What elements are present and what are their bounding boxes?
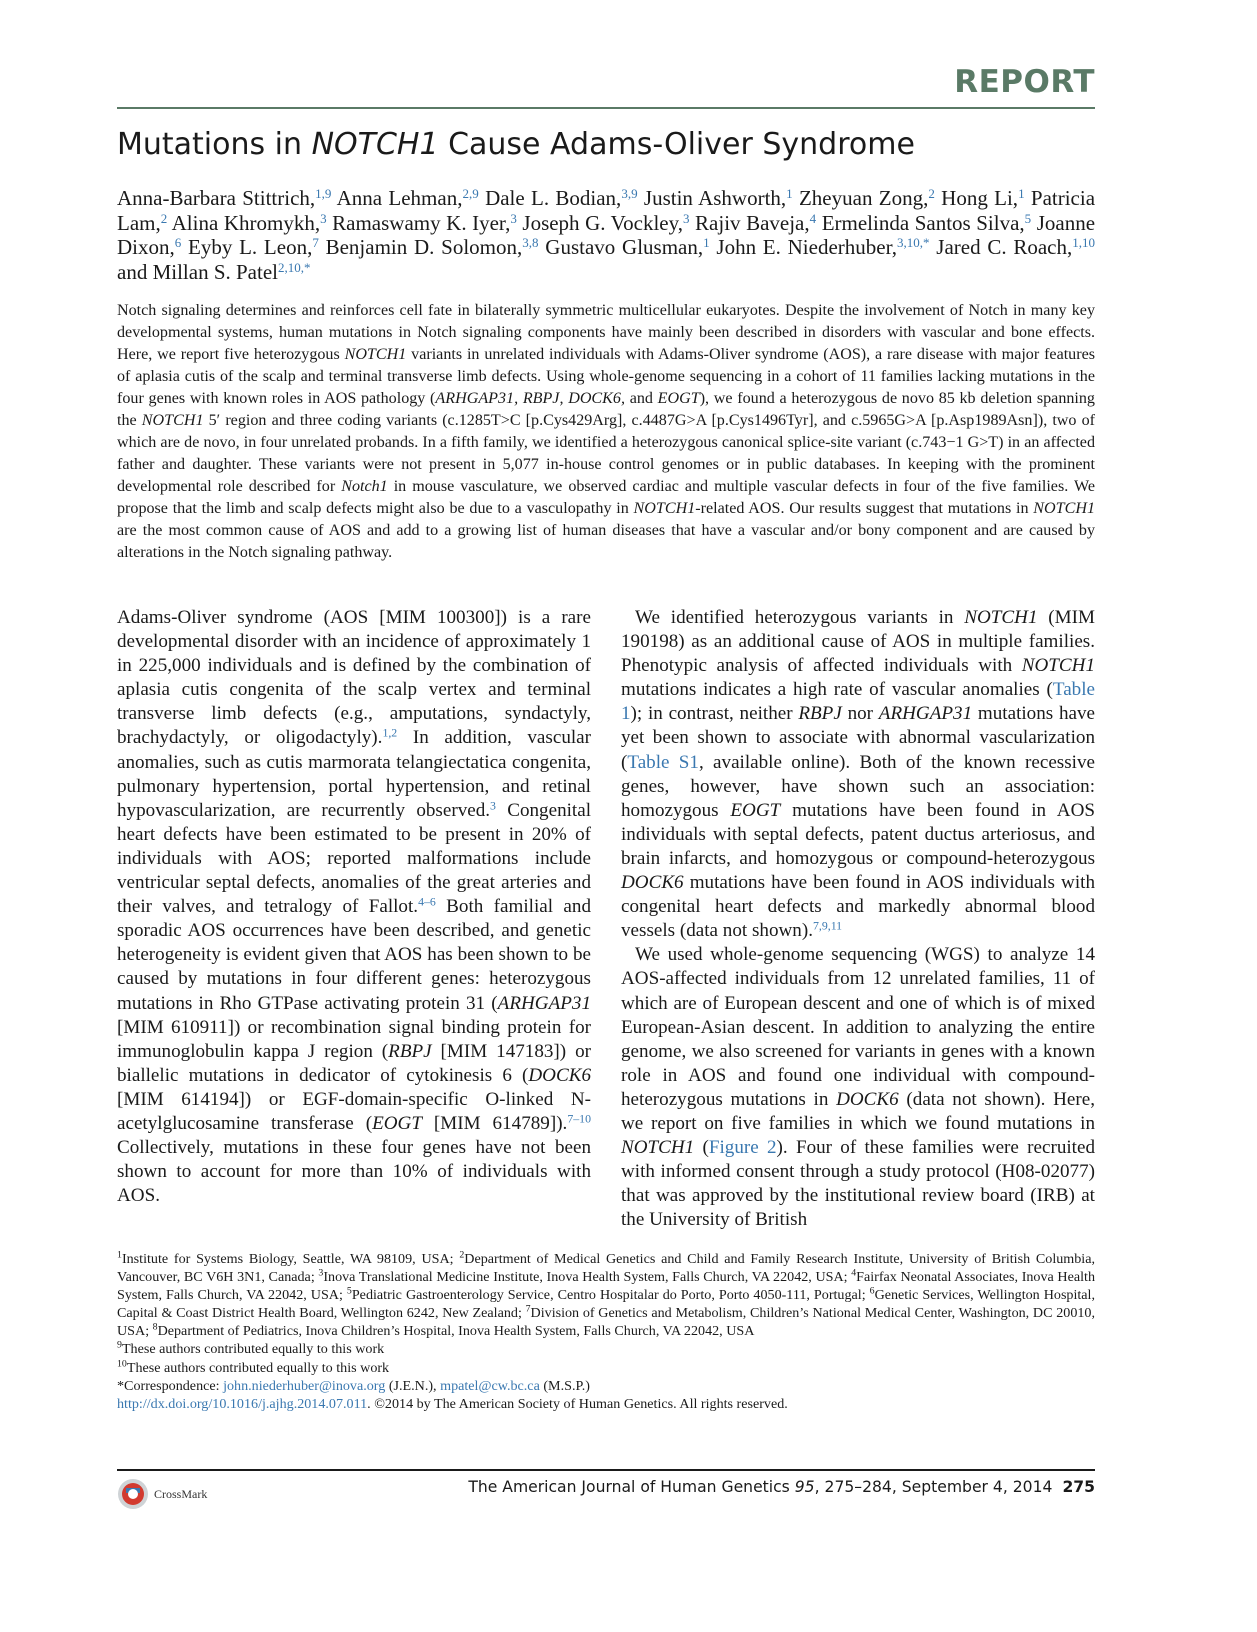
body-text: mutations have been found in AOS individuals with congenital heart defects and markedly abnormal blood vessels (data not shown). — [621, 872, 1095, 942]
author-name: Alina Khromykh, — [171, 210, 321, 235]
affiliation-text: Fairfax Neonatal Associates, Inova Health System, Falls Church, VA 22042, USA; — [117, 1269, 1095, 1304]
equal-contribution-note — [117, 1340, 1095, 1358]
abstract-text: Notch signaling determines and reinforces cell fate in bilaterally symmetric multicellular eukaryotes. Despite the involvement of Notch in many key developmental systems, human mutations in Notch signaling components have mainly been described in disorders with vascular and bone effects. Here, we report five heterozygous — [117, 302, 1095, 363]
body-paragraph — [621, 606, 1095, 943]
author-affiliation[interactable]: 5 — [1024, 210, 1032, 226]
author-affiliation[interactable]: 4 — [809, 210, 817, 226]
body-text: Collectively, mutations in these four genes have not been shown to account for more than 10% of individuals with AOS. — [117, 1137, 591, 1207]
body-text: Adams-Oliver syndrome (AOS [MIM 100300]) is a rare developmental disorder with an incidence of approximately 1 in 225,000 individuals and is defined by the combination of aplasia cutis congenita of the scalp vertex and terminal transverse limb defects (e.g., amputations, syndactyly, brachydactyly, or oligodactyly). — [117, 607, 591, 749]
report-label: REPORT — [954, 64, 1095, 100]
body-text: Both familial and sporadic AOS occurrences have been described, and genetic heterogeneity is evident given that AOS has been shown to be caused by mutations in four different genes: heterozygous mutations in Rho GTPase activating protein 31 ( — [117, 896, 592, 1014]
reference-link[interactable]: 3 — [490, 798, 496, 813]
author-initials: (J.E.N.), — [385, 1377, 441, 1394]
body-text: mutations have been found in AOS individuals with septal defects, patent ductus arteriosus, and brain infarcts, and homozygous or compound-heterozygous — [621, 799, 1095, 869]
body-text: [MIM 147183]) or biallelic mutations in dedicator of cytokinesis 6 ( — [117, 1040, 591, 1086]
affiliation-text: Genetic Services, Wellington Hospital, Capital & Coast District Health Board, Wellington 6242, New Zealand; — [117, 1287, 1095, 1322]
author-affiliation[interactable]: 3 — [682, 210, 690, 226]
affiliation-text: Department of Medical Genetics and Child and Family Research Institute, University of British Columbia, Vancouver, BC V6H 3N1, Canada; — [117, 1251, 1095, 1286]
author-affiliation[interactable]: 3 — [510, 210, 517, 226]
journal-volume: 95 — [794, 1478, 815, 1496]
author-affiliation[interactable]: 1,10 — [1072, 235, 1096, 251]
reference-link[interactable]: 7,9,11 — [812, 918, 843, 933]
title-post: Cause Adams-Oliver Syndrome — [438, 127, 915, 162]
author-affiliation[interactable]: 2,10,* — [278, 259, 311, 275]
body-paragraph — [621, 943, 1095, 1232]
gene-name: NOTCH1 — [621, 1137, 695, 1159]
abstract-gene: NOTCH1 — [344, 346, 407, 363]
copyright-text: . ©2014 by The American Society of Human Genetics. All rights reserved. — [367, 1395, 788, 1412]
author-affiliation[interactable]: 6 — [174, 235, 182, 251]
author-affiliation[interactable]: 1 — [1018, 185, 1025, 201]
abstract-gene: EOGT — [657, 390, 700, 407]
figure-link[interactable]: Figure 2 — [708, 1137, 777, 1159]
gene-name: EOGT — [730, 799, 781, 821]
footnotes — [117, 1250, 1095, 1413]
abstract-text: variants in unrelated individuals with Adams-Oliver syndrome (AOS), a rare disease with major features of aplasia cutis of the scalp and terminal transverse limb defects. Using whole-genome sequencing in a cohort of 11 families lacking mutations in the four genes with known roles in AOS pathology ( — [117, 346, 1095, 407]
abstract-text: in mouse vasculature, we observed cardiac and multiple vascular defects in four of the five families. We propose that the limb and scalp defects might also be due to a vasculopathy in — [117, 478, 1095, 517]
abstract-text: are the most common cause of AOS and add to a growing list of human diseases that have a vascular and/or bony component and are caused by alterations in the Notch signaling pathway. — [117, 522, 1095, 561]
author-affiliation[interactable]: 7 — [312, 235, 319, 251]
gene-name: EOGT — [372, 1112, 422, 1134]
body-text: In addition, vascular anomalies, such as cutis marmorata telangiectatica congenita, pulmonary hypertension, portal hypertension, and retinal hypovascularization, are recurrently observed. — [117, 727, 591, 821]
footnote-text: These authors contributed equally to this work — [126, 1359, 390, 1376]
body-paragraph — [117, 606, 591, 1208]
author-list — [117, 186, 1095, 284]
reference-link[interactable]: 7–10 — [567, 1111, 591, 1126]
author-affiliation[interactable]: 1,9 — [315, 185, 332, 201]
author-name: Hong Li, — [941, 186, 1019, 210]
footnote-text: These authors contributed equally to this work — [121, 1341, 385, 1358]
body-text: ); in contrast, neither — [630, 703, 799, 725]
body-text: mutations indicates a high rate of vascular anomalies ( — [621, 679, 1053, 701]
author-affiliation[interactable]: 3,10,* — [897, 235, 930, 251]
author-name: and Millan S. Patel — [117, 259, 278, 284]
affiliation-text: Department of Pediatrics, Inova Children’s Hospital, Inova Health System, Falls Church, VA 22042, USA — [157, 1323, 755, 1340]
author-affiliation[interactable]: 1 — [703, 235, 710, 251]
abstract-text: and — [624, 390, 658, 407]
doi-line — [117, 1395, 1095, 1413]
author-name: Zheyuan Zong, — [798, 186, 929, 210]
crossmark-label: CrossMark — [154, 1486, 208, 1501]
doi-link[interactable]: http://dx.doi.org/10.1016/j.ajhg.2014.07.011 — [117, 1395, 368, 1412]
author-name: Justin Ashworth, — [643, 186, 787, 210]
table-link[interactable]: Table 1 — [621, 679, 1095, 725]
body-text: , available online). Both of the known recessive genes, however, have shown such an association: homozygous — [621, 751, 1095, 821]
body-text: We identified heterozygous variants in — [635, 607, 965, 628]
affiliation-text: Inova Translational Medicine Institute, Inova Health System, Falls Church, VA 22042, USA; — [323, 1269, 852, 1286]
author-affiliation[interactable]: 2 — [928, 185, 935, 201]
author-affiliation[interactable]: 2 — [160, 210, 168, 226]
body-text: nor — [841, 703, 879, 725]
author-affiliation[interactable]: 3 — [320, 210, 327, 226]
author-name: Anna Lehman, — [336, 186, 463, 210]
author-name: Eyby L. Leon, — [188, 235, 313, 260]
author-name: Joseph G. Vockley, — [522, 210, 683, 235]
journal-name: The American Journal of Human Genetics — [468, 1478, 795, 1496]
author-name: Rajiv Baveja, — [695, 210, 810, 235]
author-initials: (M.S.P.) — [539, 1377, 590, 1394]
correspondence-label: *Correspondence: — [117, 1377, 224, 1394]
author-affiliation[interactable]: 3,9 — [621, 185, 638, 201]
author-name: Ramaswamy K. Iyer, — [332, 210, 511, 235]
affiliation-number: 6 — [869, 1285, 875, 1297]
abstract-text: -related AOS. Our results suggest that mutations in — [695, 500, 1034, 517]
affiliation-number: 1 — [117, 1249, 122, 1261]
author-name: Ermelinda Santos Silva, — [821, 210, 1025, 235]
gene-name: NOTCH1 — [1021, 655, 1095, 677]
title-pre: Mutations in — [117, 127, 312, 162]
body-text: [MIM 610911]) or recombination signal binding protein for immunoglobulin kappa J region ( — [117, 1016, 591, 1062]
author-affiliation[interactable]: 2,9 — [462, 185, 479, 201]
journal-pages: , 275–284, September 4, 2014 — [814, 1478, 1053, 1496]
body-text: (data not shown). Here, we report on five families in which we found mutations in — [621, 1088, 1095, 1134]
abstract-gene: ARHGAP31, RBPJ, DOCK6, — [435, 390, 625, 407]
author-name: Benjamin D. Solomon, — [325, 235, 523, 260]
supplementary-table-link[interactable]: Table S1 — [627, 751, 699, 773]
author-name: Patricia Lam, — [117, 186, 1096, 235]
gene-name: DOCK6 — [836, 1088, 899, 1110]
reference-link[interactable]: 1,2 — [382, 725, 398, 740]
body-text: Congenital heart defects have been estimated to be present in 20% of individuals with AOS; reported malformations include ventricular septal defects, anomalies of the great arteries and their valves, and tetralogy of Fallot. — [117, 799, 592, 918]
header-divider — [117, 107, 1095, 109]
footnote-marker: 9 — [117, 1340, 122, 1352]
gene-name: RBPJ — [798, 703, 842, 725]
affiliation-text: Division of Genetics and Metabolism, Children’s National Medical Center, Washington, DC 20010, USA; — [117, 1305, 1095, 1340]
author-name: John E. Niederhuber, — [716, 235, 897, 260]
crossmark-badge[interactable] — [117, 1478, 207, 1510]
body-text: ). Four of these families were recruited with informed consent through a study protocol (H08-02077) that was approved by the institutional review board (IRB) at the University of British — [621, 1137, 1095, 1231]
page-number: 275 — [1062, 1478, 1095, 1496]
affiliation-number: 2 — [459, 1249, 465, 1261]
gene-name: DOCK6 — [528, 1064, 591, 1086]
body-text: [MIM 614194]) or EGF-domain-specific O-linked N-acetylglucosamine transferase ( — [117, 1088, 591, 1134]
body-text: We used whole-genome sequencing (WGS) to analyze 14 AOS-affected individuals from 12 unrelated families, 11 of which are of European descent and one of which is of mixed European-Asian descent. In addition to analyzing the entire genome, we also screened for variants in genes with a known role in AOS and found one individual with compound-heterozygous mutations in — [621, 944, 1095, 1110]
journal-citation — [468, 1478, 1095, 1496]
affiliations — [117, 1250, 1095, 1340]
affiliation-number: 5 — [346, 1285, 352, 1297]
body-text: [MIM 614789]). — [421, 1112, 568, 1134]
body-text: (MIM 190198) as an additional cause of AOS in multiple families. Phenotypic analysis of affected individuals with — [621, 607, 1095, 677]
body-column-right — [621, 606, 1095, 1232]
crossmark-icon — [117, 1478, 149, 1510]
abstract-text: ), we found a heterozygous de novo 85 kb deletion spanning the — [117, 390, 1095, 429]
gene-name: RBPJ — [388, 1040, 432, 1062]
body-column-left — [117, 606, 591, 1208]
affiliation-text: Pediatric Gastroenterology Service, Centro Hospitalar do Porto, Porto 4050-111, Portugal; — [351, 1287, 870, 1304]
author-name: Dale L. Bodian, — [485, 186, 622, 210]
title-gene: NOTCH1 — [311, 127, 439, 162]
gene-name: ARHGAP31 — [497, 992, 591, 1014]
abstract-gene: NOTCH1 — [633, 500, 696, 517]
abstract-gene: NOTCH1 — [1033, 500, 1095, 517]
affiliation-number: 4 — [851, 1267, 857, 1279]
abstract-gene: NOTCH1 — [141, 412, 204, 429]
author-name: Jared C. Roach, — [936, 235, 1073, 260]
reference-link[interactable]: 4–6 — [418, 894, 436, 909]
body-text: mutations have yet been shown to associate with abnormal vascularization ( — [621, 703, 1096, 773]
equal-contribution-note — [117, 1359, 1095, 1377]
author-name: Anna-Barbara Stittrich, — [117, 186, 316, 210]
affiliation-text: Institute for Systems Biology, Seattle, WA 98109, USA; — [121, 1251, 460, 1267]
abstract-gene: Notch1 — [341, 478, 388, 495]
affiliation-number: 8 — [152, 1321, 158, 1333]
gene-name: ARHGAP31 — [878, 703, 973, 725]
correspondence — [117, 1377, 1095, 1395]
email-link[interactable]: mpatel@cw.bc.ca — [440, 1377, 540, 1394]
gene-name: NOTCH1 — [964, 607, 1038, 628]
abstract — [117, 300, 1095, 564]
article-title — [117, 127, 1107, 163]
author-affiliation[interactable]: 1 — [786, 185, 793, 201]
author-name: Joanne Dixon, — [117, 210, 1096, 260]
email-link[interactable]: john.niederhuber@inova.org — [223, 1377, 386, 1394]
body-text: ( — [694, 1137, 709, 1159]
affiliation-number: 3 — [318, 1267, 324, 1279]
author-name: Gustavo Glusman, — [545, 235, 704, 260]
footnote-marker: 10 — [117, 1358, 127, 1370]
author-affiliation[interactable]: 3,8 — [522, 235, 539, 251]
abstract-text: 5′ region and three coding variants (c.1285T>C [p.Cys429Arg], c.4487G>A [p.Cys1496Tyr], and c.5965G>A [p.Asp1989Asn]), two of which are de novo, in four unrelated probands. In a fifth family, we identified a heterozygous canonical splice-site variant (c.743−1 G>T) in an affected father and daughter. These variants were not present in 5,077 in-house control genomes or in public databases. In keeping with the prominent developmental role described for — [117, 412, 1096, 495]
affiliation-number: 7 — [525, 1303, 531, 1315]
footer-divider — [117, 1469, 1095, 1471]
gene-name: DOCK6 — [621, 872, 684, 894]
